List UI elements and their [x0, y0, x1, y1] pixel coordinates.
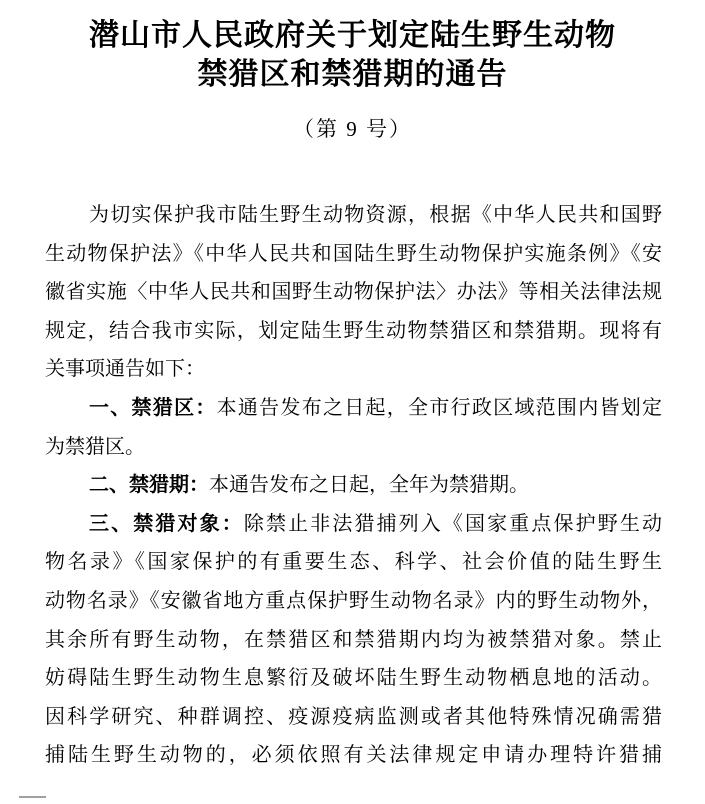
document-title-line-2: 禁猎区和禁猎期的通告	[197, 58, 508, 91]
body-line	[45, 196, 662, 235]
section-heading: 三、禁猎对象：	[89, 512, 244, 535]
body-line-section-3	[45, 505, 662, 544]
body-line-text: 妨碍陆生野生动物生息繁衍及破坏陆生野生动物栖息地的活动。	[45, 667, 662, 690]
body-line-text: 规定，结合我市实际，划定陆生野生动物禁猎区和禁猎期。现将有	[45, 319, 662, 342]
body-line	[45, 350, 662, 389]
document-title	[0, 16, 705, 94]
body-line-text: 物名录》《国家保护的有重要生态、科学、社会价值的陆生野生	[45, 551, 662, 574]
body-line-text: 本通告发布之日起，全年为禁猎期。	[209, 474, 529, 497]
page-artifact-line	[19, 796, 46, 798]
body-line-text: 本通告发布之日起，全市行政区域范围内皆划定	[216, 396, 662, 419]
document-title-line-1: 潜山市人民政府关于划定陆生野生动物	[89, 19, 616, 52]
body-line-text: 因科学研究、种群调控、疫源疫病监测或者其他特殊情况确需猎	[45, 705, 662, 728]
body-line-section-1	[45, 389, 662, 428]
body-line-section-2	[45, 466, 662, 505]
body-line	[45, 621, 662, 660]
document-body	[45, 196, 662, 775]
section-heading: 一、禁猎区：	[89, 396, 217, 419]
body-line	[45, 582, 662, 621]
body-line-text: 生动物保护法》《中华人民共和国陆生野生动物保护实施条例》《安	[45, 242, 662, 265]
body-line	[45, 235, 662, 274]
body-line	[45, 543, 662, 582]
body-line-text: 关事项通告如下：	[45, 358, 205, 381]
body-line	[45, 428, 662, 467]
body-line	[45, 698, 662, 737]
body-line	[45, 659, 662, 698]
body-line-text: 除禁止非法猎捕列入《国家重点保护野生动	[243, 512, 662, 535]
body-line	[45, 312, 662, 351]
body-line-text: 为禁猎区。	[45, 435, 145, 458]
document-number: （第 9 号）	[293, 117, 412, 141]
body-line-text: 为切实保护我市陆生野生动物资源，根据《中华人民共和国野	[89, 204, 662, 226]
section-heading: 二、禁猎期：	[89, 474, 209, 497]
body-line	[45, 736, 662, 775]
body-line	[45, 273, 662, 312]
body-line-text: 动物名录》《安徽省地方重点保护野生动物名录》内的野生动物外，	[45, 589, 662, 612]
body-line-text: 徽省实施〈中华人民共和国野生动物保护法〉办法》等相关法律法规	[45, 281, 662, 304]
body-line-text: 捕陆生野生动物的，必须依照有关法律规定申请办理特许猎捕	[45, 744, 662, 767]
body-line-text: 其余所有野生动物，在禁猎区和禁猎期内均为被禁猎对象。禁止	[45, 628, 662, 651]
